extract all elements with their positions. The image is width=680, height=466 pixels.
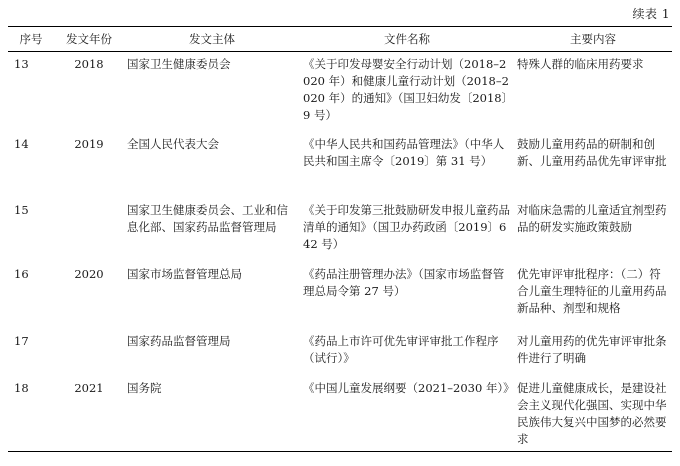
- table-header-row: [8, 27, 672, 52]
- row-content: 对临床急需的儿童适宜剂型药品的研发实施政策鼓励: [517, 203, 667, 234]
- row-no: 13: [14, 57, 29, 71]
- table-row: [8, 376, 672, 452]
- row-year: 2021: [54, 376, 124, 452]
- row-issuer: 国家卫生健康委员会、工业和信息化部、国家药品监督管理局: [127, 203, 288, 234]
- row-content: 特殊人群的临床用药要求: [517, 57, 644, 71]
- row-issuer: 国务院: [124, 376, 300, 452]
- row-document: 《关于印发第三批鼓励研发申报儿童药品清单的通知》（国卫办药政函〔2019〕642 号）: [303, 203, 510, 251]
- row-year: 2020: [74, 267, 104, 281]
- row-content: 对儿童用药的优先审评审批条件进行了明确: [517, 334, 667, 365]
- table-row: [8, 262, 672, 329]
- row-content: 优先审评审批程序：（二）符合儿童生理特征的儿童用药品新品种、剂型和规格: [517, 267, 667, 315]
- row-issuer: 国家市场监督管理总局: [127, 267, 242, 281]
- row-year: 2018: [74, 57, 104, 71]
- row-no: 15: [14, 203, 29, 217]
- policy-table: [8, 26, 672, 452]
- row-no: 18: [8, 376, 54, 452]
- row-content: 促进儿童健康成长，是建设社会主义现代化强国、实现中华民族伟大复兴中国梦的必然要求: [514, 376, 672, 452]
- row-document: 《中国儿童发展纲要（2021–2030 年）》: [300, 376, 514, 452]
- table-row: [8, 52, 672, 133]
- row-issuer: 国家药品监督管理局: [127, 334, 231, 348]
- row-no: 14: [14, 137, 29, 151]
- header-document: 文件名称: [300, 27, 514, 52]
- row-year: 2019: [74, 137, 104, 151]
- row-content: 鼓励儿童用药品的研制和创新、儿童用药品优先审评审批: [517, 137, 667, 168]
- row-no: 17: [14, 334, 29, 348]
- row-no: 16: [14, 267, 29, 281]
- header-no: 序号: [8, 27, 54, 52]
- header-issuer: 发文主体: [124, 27, 300, 52]
- row-document: 《药品上市许可优先审评审批工作程序（试行）》: [303, 334, 499, 365]
- row-year: [54, 329, 124, 376]
- continued-label: 续表 1: [632, 7, 670, 21]
- row-document: 《关于印发母婴安全行动计划（2018–2020 年）和健康儿童行动计划（2018–2020 年）的通知》（国卫妇幼发〔2018〕9 号）: [303, 57, 509, 122]
- table-row: [8, 329, 672, 376]
- table-row: [8, 132, 672, 198]
- row-year: [54, 198, 124, 262]
- table-row: [8, 198, 672, 262]
- row-issuer: 全国人民代表大会: [127, 137, 219, 151]
- header-year: 发文年份: [54, 27, 124, 52]
- row-document: 《药品注册管理办法》（国家市场监督管理总局令第 27 号）: [303, 267, 505, 298]
- row-document: 《中华人民共和国药品管理法》（中华人民共和国主席令〔2019〕第 31 号）: [303, 137, 505, 168]
- row-issuer: 国家卫生健康委员会: [127, 57, 231, 71]
- header-content: 主要内容: [514, 27, 672, 52]
